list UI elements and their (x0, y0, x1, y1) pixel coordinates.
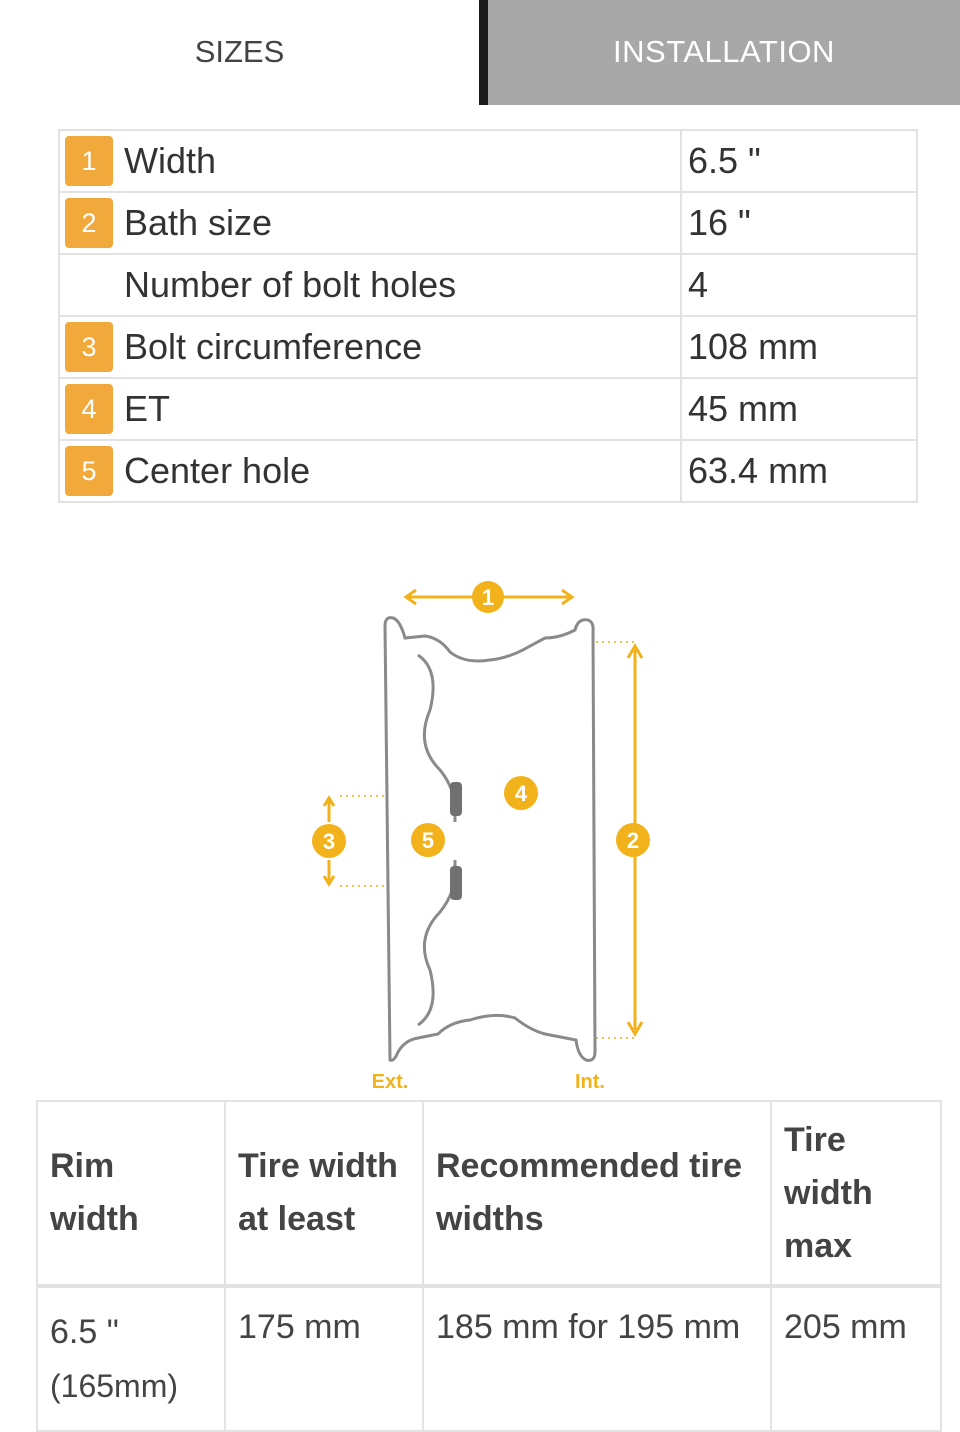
badge-3: 3 (65, 322, 113, 372)
spec-row-width (59, 130, 917, 192)
badge-4: 4 (65, 384, 113, 434)
spec-value: 63.4 mm (681, 440, 917, 502)
cell-tire-max: 205 mm (771, 1286, 941, 1431)
header-recommended: Recommended tire widths (423, 1101, 771, 1286)
spec-row-center-hole (59, 440, 917, 502)
marker-3: 3 (322, 829, 336, 854)
spec-label: Bolt circumference (124, 326, 423, 367)
header-tire-min: Tire width at least (225, 1101, 423, 1286)
badge-empty (65, 260, 113, 310)
tab-divider (479, 0, 488, 105)
marker-4: 4 (514, 781, 528, 806)
tab-bar (0, 0, 960, 105)
spec-row-bolt-holes (59, 254, 917, 316)
header-rim-width: Rim width (37, 1101, 225, 1286)
spec-row-bolt-circumference (59, 316, 917, 378)
spec-label: ET (124, 388, 171, 429)
rim-diagram (290, 560, 690, 1100)
spec-label: Center hole (124, 450, 311, 491)
cell-recommended: 185 mm for 195 mm (423, 1286, 771, 1431)
cell-tire-min: 175 mm (225, 1286, 423, 1431)
cell-rim-width (37, 1286, 225, 1431)
spec-value: 6.5 " (681, 130, 917, 192)
marker-2: 2 (626, 828, 640, 853)
tire-width-table (36, 1100, 942, 1432)
spec-value: 45 mm (681, 378, 917, 440)
tab-installation[interactable]: INSTALLATION (488, 0, 960, 105)
rim-width-inch: 6.5 " (50, 1313, 119, 1351)
spec-label: Width (124, 140, 217, 181)
marker-1: 1 (481, 585, 495, 610)
spec-label: Bath size (124, 202, 273, 243)
rim-width-mm: (165mm) (50, 1368, 179, 1404)
tab-sizes[interactable]: SIZES (0, 0, 479, 105)
tire-table-header (37, 1101, 941, 1286)
marker-5: 5 (421, 828, 435, 853)
badge-5: 5 (65, 446, 113, 496)
spec-row-et (59, 378, 917, 440)
int-label: Int. (575, 1071, 605, 1093)
header-tire-max: Tire width max (771, 1101, 941, 1286)
badge-2: 2 (65, 198, 113, 248)
spec-value: 4 (681, 254, 917, 316)
spec-value: 16 " (681, 192, 917, 254)
spec-label: Number of bolt holes (124, 264, 457, 305)
ext-label: Ext. (371, 1071, 409, 1093)
specs-table (58, 129, 918, 503)
table-row (37, 1286, 941, 1431)
badge-1: 1 (65, 136, 113, 186)
spec-row-bath-size (59, 192, 917, 254)
spec-value: 108 mm (681, 316, 917, 378)
